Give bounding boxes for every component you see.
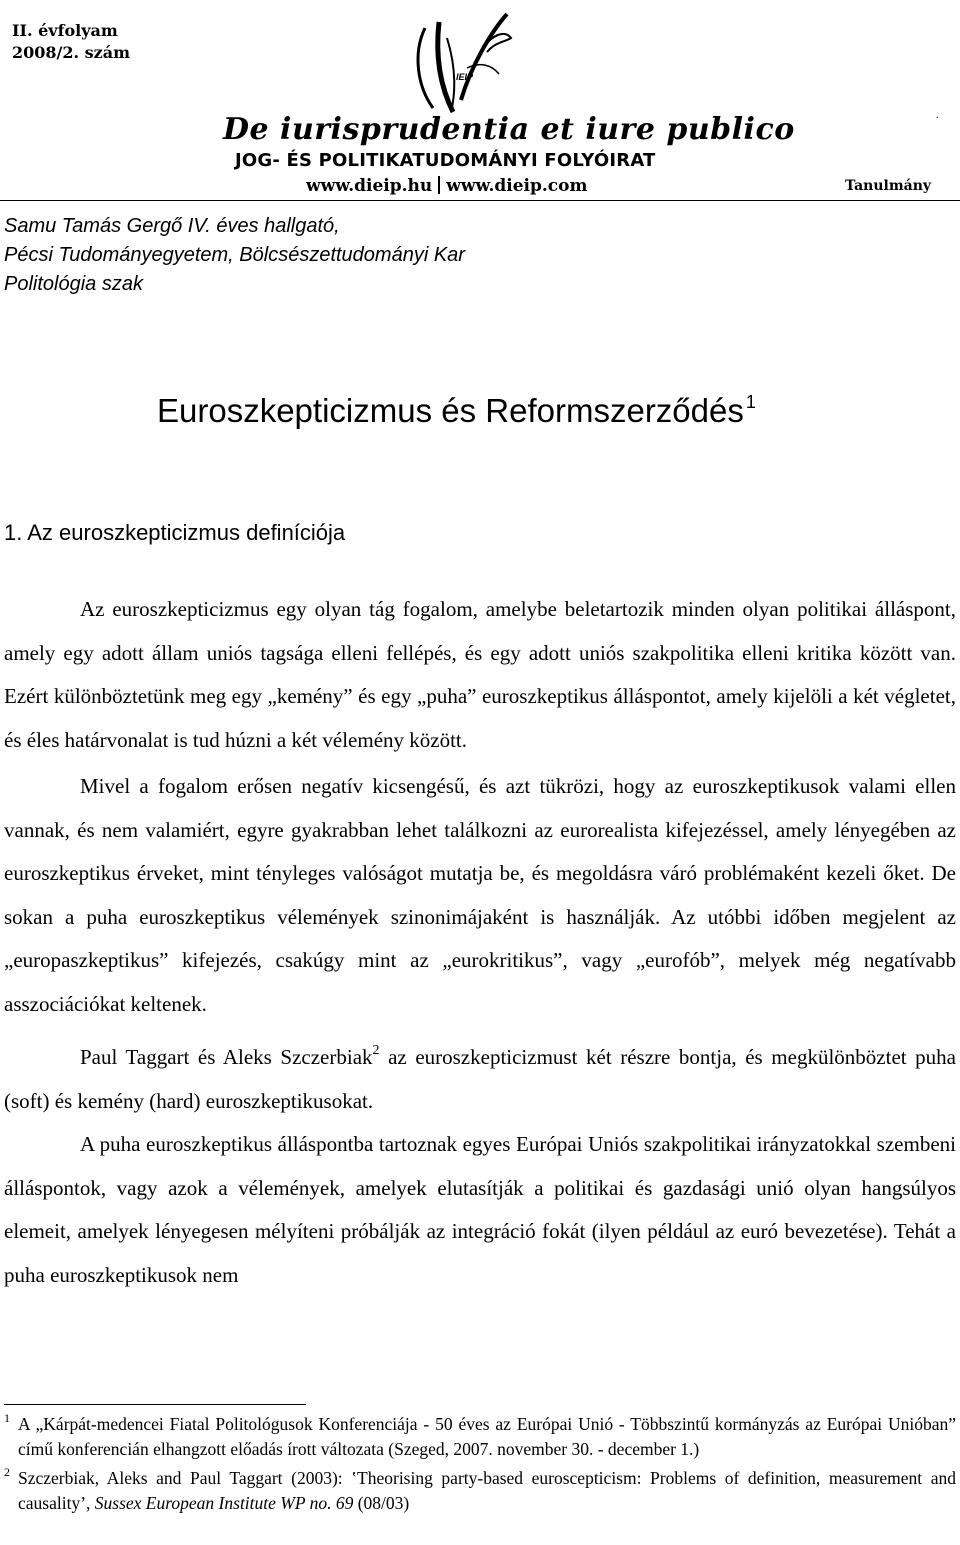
footnote-1-text: A „Kárpát-medencei Fiatal Politológusok Konferenciája - 50 éves az Európai Unió - Többszintű kormányzás az Európai Unióban” című konferencián elhangzott előadás írott változata (Szeged, 2007. november 30. - december 1.) (18, 1414, 956, 1459)
issue-volume: II. évfolyam (12, 21, 118, 40)
paragraph-3-end: az euroszkepticizmust két részre bontja, és megkülönböztet puha (soft) és kemény (hard) euroszkeptikusokat. (4, 1045, 957, 1113)
section-heading: 1. Az euroszkepticizmus definíciója (4, 520, 346, 545)
journal-logo-icon (395, 8, 515, 120)
footnote-1 (4, 1412, 956, 1462)
paragraph-4: A puha euroszkeptikus álláspontba tartoznak egyes Európai Uniós szakpolitikai irányzatokkal szembeni álláspontok, vagy azok a vélemények, amelyek elutasítják a politikai és gazdasági unió olyan hangsúlyos elemeit, amelyek lényegesen mélyíteni próbálják az integráció fokát (ilyen például az euró bevezetése). Tehát a puha euroszkeptikusok nem (4, 1132, 956, 1287)
journal-subtitle: JOG- ÉS POLITIKATUDOMÁNYI FOLYÓIRAT (235, 150, 656, 171)
author-block (4, 212, 465, 299)
footnote-ref-2: 2 (372, 1043, 380, 1058)
author-university: Pécsi Tudományegyetem, Bölcsészettudományi Kar (4, 244, 465, 266)
url-separator (438, 176, 440, 194)
header-divider (0, 200, 960, 201)
paragraph-1: Az euroszkepticizmus egy olyan tág fogalom, amelybe beletartozik minden olyan politikai álláspont, amely egy adott állam uniós tagsága elleni fellépés, és egy adott uniós szakpolitika elleni kritika között van. Ezért különböztetünk meg egy „kemény” és egy „puha” euroszkeptikus álláspontot, amely kijelöli a két végletet, és éles határvonalat is tud húzni a két vélemény között. (4, 597, 956, 752)
issue-info (12, 20, 130, 64)
logo-badge: IEIP (456, 72, 474, 82)
footnote-2 (4, 1466, 956, 1516)
issue-number: 2008/2. szám (12, 43, 131, 62)
paragraph-2: Mivel a fogalom erősen negatív kicsengésű, és azt tükrözi, hogy az euroszkeptikusok valami ellen vannak, és nem valamiért, egyre gyakrabban lehet találkozni az eurorealista kifejezéssel, amely lényegében az euroszkeptikus érveket, mint tényleges valóságot mutatja be, és megoldásra váró problémaként kezeli őket. De sokan a puha euroszkeptikus vélemények szinonimájaként is használják. Az utóbbi időben megjelent az „europaszkeptikus” kifejezés, csakúgy mint az „eurokritikus”, vagy „eurofób”, melyek még negatívabb asszociációkat keltenek. (4, 774, 956, 1016)
title-footnote-ref: 1 (745, 392, 756, 412)
footnote-divider (4, 1404, 306, 1405)
url-hu-link[interactable]: www.dieip.hu (306, 176, 433, 196)
author-name: Samu Tamás Gergő IV. éves hallgató, (4, 215, 340, 237)
footnote-2-number: 2 (4, 1465, 10, 1479)
body-text (4, 588, 956, 1297)
footnote-2-id: (08/03) (353, 1493, 410, 1513)
journal-urls (306, 176, 587, 196)
document-title-text: Euroszkepticizmus és Reformszerződés (157, 392, 744, 429)
url-com-link[interactable]: www.dieip.com (446, 176, 588, 196)
section-label: Tanulmány (845, 178, 932, 194)
paragraph-3 (4, 1029, 956, 1123)
document-title (157, 392, 756, 430)
paragraph-3-start: Paul Taggart és Aleks Szczerbiak (80, 1045, 373, 1069)
corner-mark: . (936, 110, 939, 121)
footnote-1-number: 1 (4, 1411, 10, 1425)
footnotes (4, 1412, 956, 1516)
footnote-2-series: Sussex European Institute WP no. 69 (94, 1493, 354, 1513)
author-program: Politológia szak (4, 273, 143, 295)
journal-title: De iurisprudentia et iure publico (223, 112, 795, 147)
footnote-2-text: Szczerbiak, Aleks and Paul Taggart (2003): ‛Theorising party-based euroscepticism: Problems of definition, measurement and causality’, (18, 1468, 956, 1513)
